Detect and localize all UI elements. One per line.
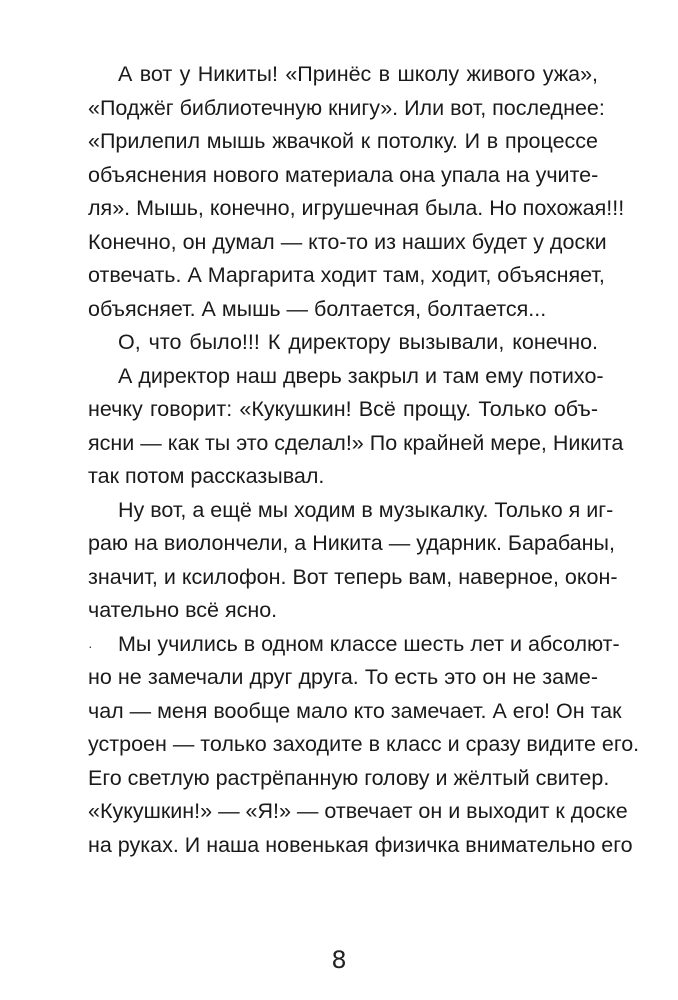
- text-line: «Поджёг библиотечную книгу». Или вот, последнее:: [88, 95, 605, 120]
- paragraph-bullet: ·: [88, 637, 93, 654]
- text-line: так потом рассказывал.: [88, 464, 325, 488]
- text-line: нечку говорит: «Кукушкин! Всё прощу. Только объ-: [88, 397, 598, 421]
- text-line: «Кукушкин!» — «Я!» — отвечает он и выходит к доске: [88, 799, 628, 823]
- text-line: объясняет. А мышь — болтается, болтается...: [88, 296, 547, 321]
- text-line: ля». Мышь, конечно, игрушечная была. Но похожая!!!: [88, 196, 625, 220]
- text-line: А вот у Никиты! «Принёс в школу живого ужа»,: [118, 62, 598, 86]
- text-line: Его светлую растрёпанную голову и жёлтый свитер.: [88, 765, 610, 790]
- text-line: на руках. И наша новенькая физичка внимательно его: [88, 832, 633, 857]
- text-line: но не замечали друг друга. То есть это он не заме-: [88, 665, 598, 689]
- text-line: чательно всё ясно.: [88, 598, 278, 622]
- text-line: [88, 628, 620, 662]
- text-line: раю на виолончели, а Никита — ударник. Барабаны,: [88, 531, 615, 555]
- text-line-content: Мы учились в одном классе шесть лет и абсолют-: [118, 631, 620, 656]
- text-line: ясни — как ты это сделал!» По крайней мере, Никита: [88, 430, 624, 455]
- page-number: 8: [331, 946, 347, 974]
- text-line: значит, и ксилофон. Вот теперь вам, наверное, окон-: [88, 564, 618, 589]
- text-line: О, что было!!! К директору вызывали, конечно.: [118, 330, 598, 354]
- text-line: Ну вот, а ещё мы ходим в музыкалку. Только я иг-: [118, 497, 614, 522]
- text-line: А директор наш дверь закрыл и там ему потихо-: [118, 363, 604, 388]
- text-line: чал — меня вообще мало кто замечает. А его! Он так: [88, 698, 622, 723]
- text-line: объяснения нового материала она упала на учите-: [88, 162, 599, 187]
- text-line: Конечно, он думал — кто-то из наших будет у доски: [88, 229, 607, 254]
- body-text: [88, 58, 640, 862]
- text-line: «Прилепил мышь жвачкой к потолку. И в процессе: [88, 129, 598, 153]
- text-line: отвечать. А Маргарита ходит там, ходит, объясняет,: [88, 263, 605, 287]
- text-line: устроен — только заходите в класс и сразу видите его.: [88, 732, 640, 756]
